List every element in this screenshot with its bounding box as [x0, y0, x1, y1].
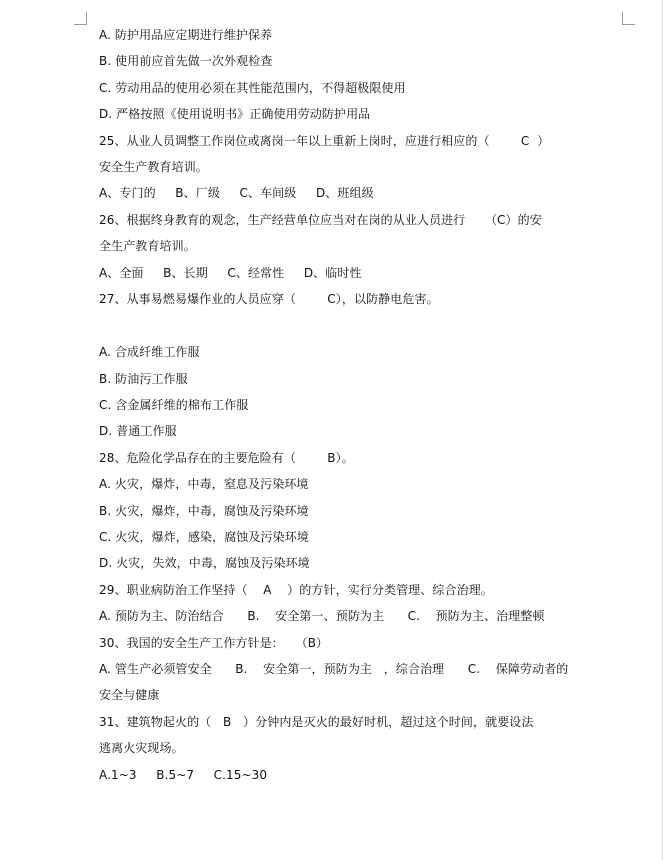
text-line: 安全生产教育培训。 — [99, 159, 208, 174]
question-line: 29、职业病防治工作坚持（ A ）的方针，实行分类管理、综合治理。 — [99, 582, 493, 597]
page-corner-mark-top-right — [622, 12, 635, 25]
page-corner-mark-top-left — [74, 12, 87, 25]
text-line: B. 火灾，爆炸，中毒，腐蚀及污染环境 — [99, 503, 309, 518]
options-line: A.1~3 B.5~7 C.15~30 — [99, 767, 268, 782]
question-line: 26、根据终身教育的观念，生产经营单位应当对在岗的从业人员进行 （C）的安 — [99, 212, 542, 227]
question-line: 30、我国的安全生产工作方针是： （B） — [99, 635, 329, 650]
text-line: 逃离火灾现场。 — [99, 741, 184, 756]
text-line: B. 防油污工作服 — [99, 371, 188, 386]
options-line: A. 管生产必须管安全 B. 安全第一，预防为主 ，综合治理 C. 保障劳动者的 — [99, 661, 569, 676]
text-line: C. 火灾，爆炸，感染，腐蚀及污染环境 — [99, 530, 309, 545]
options-line: A、全面 B、长期 C、经常性 D、临时性 — [99, 265, 362, 280]
document-body — [99, 22, 569, 788]
text-line: A. 合成纤维工作服 — [99, 345, 200, 360]
text-line: C. 劳动用品的使用必须在其性能范围内，不得超极限使用 — [99, 80, 406, 95]
text-line: D. 普通工作服 — [99, 424, 177, 439]
text-line: D. 火灾，失效，中毒，腐蚀及污染环境 — [99, 556, 310, 571]
text-line: 安全与健康 — [99, 688, 160, 703]
text-line: A. 防护用品应定期进行维护保养 — [99, 28, 273, 42]
question-line: 28、危险化学品存在的主要危险有（ B）。 — [99, 450, 354, 465]
options-line: A. 预防为主、防治结合 B. 安全第一、预防为主 C. 预防为主、治理整顿 — [99, 609, 545, 624]
text-line: C. 含金属纤维的棉布工作服 — [99, 398, 249, 413]
text-line: D. 严格按照《使用说明书》正确使用劳动防护用品 — [99, 107, 371, 122]
text-line: A. 火灾，爆炸，中毒，窒息及污染环境 — [99, 477, 309, 492]
options-line: A、专门的 B、厂级 C、车间级 D、班组级 — [99, 186, 374, 201]
question-line: 25、从业人员调整工作岗位或离岗一年以上重新上岗时，应进行相应的（ C ） — [99, 133, 550, 148]
text-line: 全生产教育培训。 — [99, 239, 196, 254]
blank-line — [99, 312, 569, 339]
text-line: B. 使用前应首先做一次外观检查 — [99, 54, 273, 69]
question-line: 27、从事易燃易爆作业的人员应穿（ C），以防静电危害。 — [99, 291, 439, 306]
question-line: 31、建筑物起火的（ B ）分钟内是灭火的最好时机，超过这个时间，就要设法 — [99, 714, 534, 729]
